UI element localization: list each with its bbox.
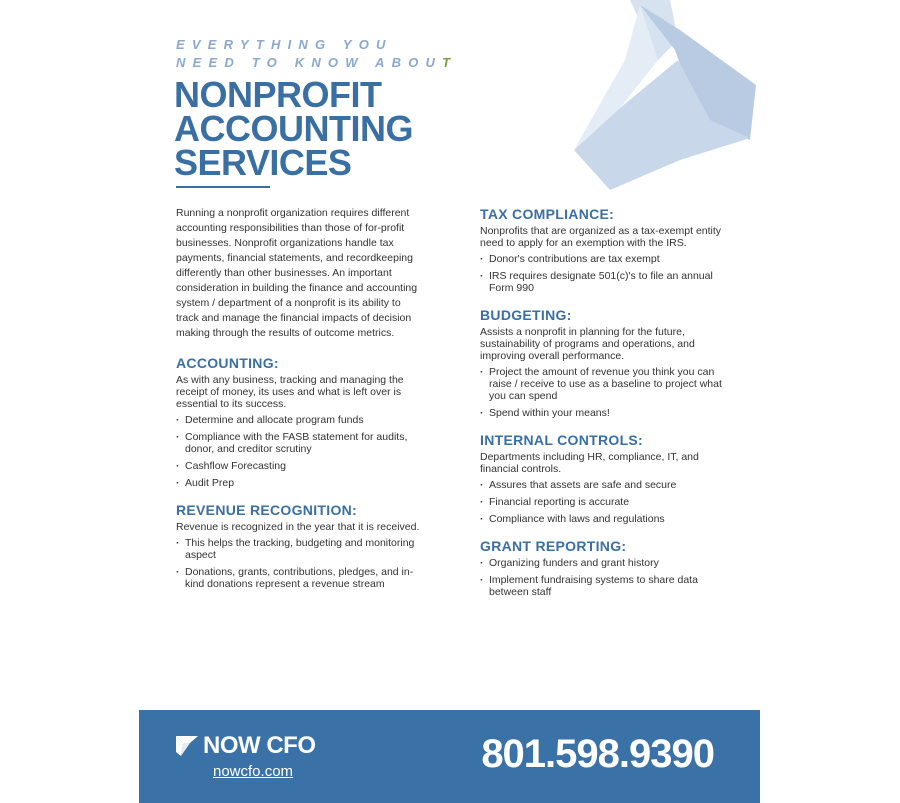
bullet-list — [480, 366, 728, 419]
title-line-3: SERVICES — [174, 142, 352, 183]
kicker — [176, 36, 457, 72]
kicker-line-2 — [176, 54, 457, 72]
list-item: · Determine and allocate program funds — [176, 414, 421, 426]
now-cfo-mark-icon — [175, 735, 199, 757]
section-budgeting — [480, 307, 728, 419]
section-tax-compliance — [480, 206, 728, 294]
section-description: Revenue is recognized in the year that it is received. — [176, 521, 420, 533]
brand-logo — [175, 732, 315, 760]
section-description: As with any business, tracking and managing the receipt of money, its uses and what is left over is essential to its success. — [176, 374, 404, 410]
list-item: · Project the amount of revenue you think you can raise / receive to use as a baseline to project what you can spend — [480, 366, 728, 402]
section-description: Assists a nonprofit in planning for the future, sustainability of programs and operations, and improving overall performance. — [480, 326, 695, 362]
kicker-line-1: EVERYTHING YOU — [176, 37, 393, 52]
section-description: Departments including HR, compliance, IT, and financial controls. — [480, 451, 699, 475]
triangle-swoosh-icon — [560, 0, 770, 200]
website-link[interactable]: nowcfo.com — [213, 763, 294, 780]
list-item: · Compliance with the FASB statement for audits, donor, and creditor scrutiny — [176, 431, 421, 455]
bullet-list — [480, 479, 728, 525]
title-line-1: NONPROFIT — [174, 74, 382, 115]
intro-paragraph: Running a nonprofit organization requires different accounting responsibilities than those of for-profit businesses. Nonprofit organizations handle tax payments, financial statements, and recordkeeping differently than other businesses. An important consideration in building the finance and accounting system / department of a nonprofit is its ability to track and manage the financial impacts of decision making through the results of outcome metrics. — [176, 207, 418, 339]
left-column — [176, 206, 421, 603]
list-item: · Assures that assets are safe and secure — [480, 479, 728, 491]
list-item: · This helps the tracking, budgeting and monitoring aspect — [176, 537, 421, 561]
list-item: · Donations, grants, contributions, pledges, and in-kind donations represent a revenue stream — [176, 566, 421, 590]
kicker-line-2-accent: T — [442, 55, 458, 70]
bullet-list — [176, 537, 421, 590]
list-item: · IRS requires designate 501(c)'s to file an annual Form 990 — [480, 270, 728, 294]
section-title: ACCOUNTING: — [176, 355, 279, 371]
footer-banner — [139, 710, 760, 803]
right-column — [480, 206, 728, 611]
list-item: · Implement fundraising systems to share data between staff — [480, 574, 728, 598]
list-item: · Organizing funders and grant history — [480, 557, 728, 569]
title-underline — [176, 186, 270, 188]
section-title: GRANT REPORTING: — [480, 538, 627, 554]
list-item: · Cashflow Forecasting — [176, 460, 421, 472]
section-title: TAX COMPLIANCE: — [480, 206, 615, 222]
section-accounting — [176, 355, 421, 489]
bullet-list — [480, 557, 728, 598]
section-title: BUDGETING: — [480, 307, 572, 323]
brand-name: NOW CFO — [203, 732, 316, 759]
section-revenue-recognition — [176, 502, 421, 590]
list-item: · Compliance with laws and regulations — [480, 513, 728, 525]
section-internal-controls — [480, 432, 728, 525]
list-item: · Financial reporting is accurate — [480, 496, 728, 508]
bullet-list — [176, 414, 421, 489]
list-item: · Donor's contributions are tax exempt — [480, 253, 728, 265]
page-title — [174, 74, 413, 183]
phone-number: 801.598.9390 — [481, 732, 714, 776]
list-item: · Audit Prep — [176, 477, 421, 489]
list-item: · Spend within your means! — [480, 407, 728, 419]
section-description: Nonprofits that are organized as a tax-exempt entity need to apply for an exemption with the IRS. — [480, 225, 722, 249]
title-line-2: ACCOUNTING — [174, 108, 413, 149]
kicker-line-2-main: NEED TO KNOW ABOU — [176, 55, 443, 70]
section-grant-reporting — [480, 538, 728, 598]
section-title: REVENUE RECOGNITION: — [176, 502, 358, 518]
bullet-list — [480, 253, 728, 294]
section-title: INTERNAL CONTROLS: — [480, 432, 644, 448]
